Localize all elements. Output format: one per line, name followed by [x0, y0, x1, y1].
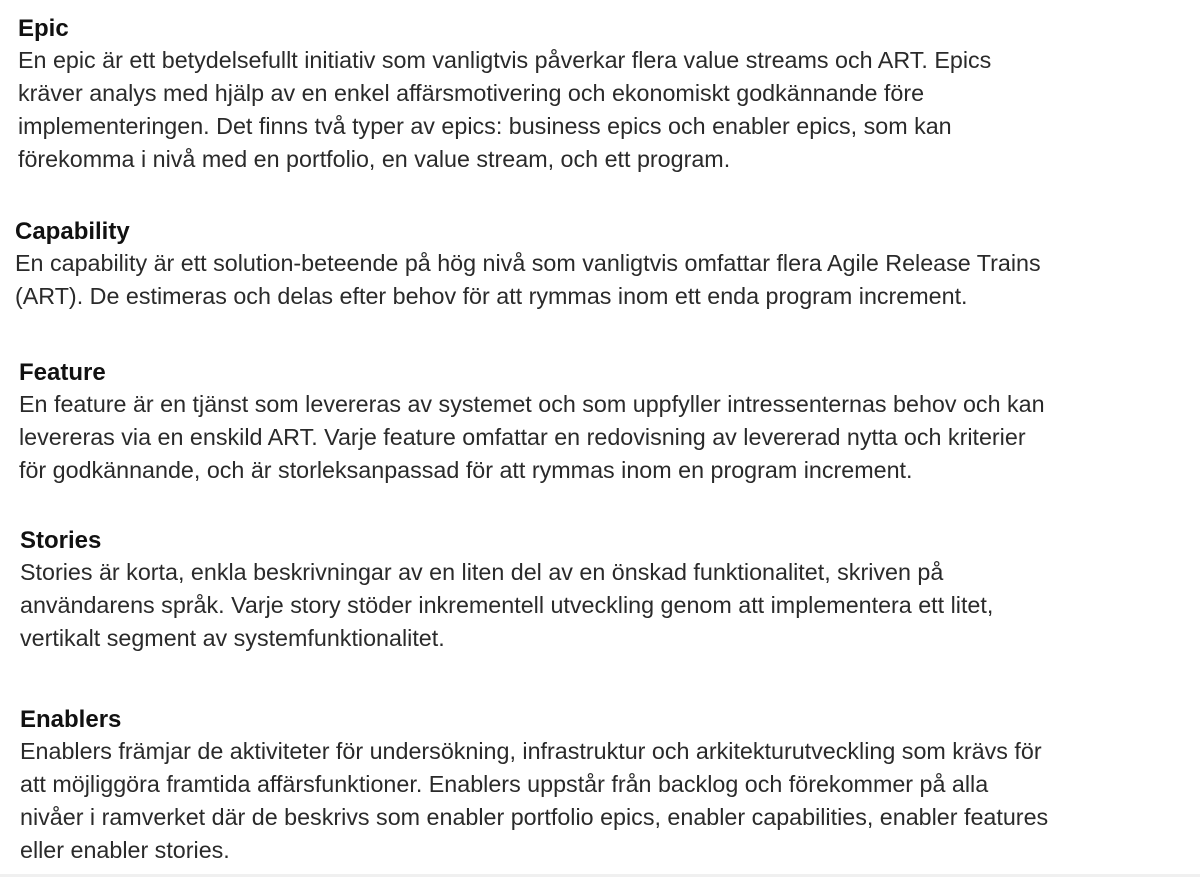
section-heading: Epic	[18, 15, 69, 42]
paragraph-line: levereras via en enskild ART. Varje feature omfattar en redovisning av levererad nytta och kriterier	[19, 424, 1026, 450]
paragraph-line: Stories är korta, enkla beskrivningar av en liten del av en önskad funktionalitet, skriven på	[20, 559, 944, 585]
section-heading: Capability	[15, 218, 130, 245]
paragraph-line: Enablers främjar de aktiviteter för undersökning, infrastruktur och arkitekturutveckling som krävs för	[20, 738, 1042, 764]
paragraph-line: eller enabler stories.	[20, 837, 230, 863]
paragraph-line: implementeringen. Det finns två typer av epics: business epics och enabler epics, som kan	[18, 113, 952, 139]
paragraph-line: nivåer i ramverket där de beskrivs som enabler portfolio epics, enabler capabilities, enabler features	[20, 804, 1049, 830]
section-stories	[20, 526, 993, 655]
section-heading: Feature	[19, 359, 106, 386]
paragraph-line: användarens språk. Varje story stöder inkrementell utveckling genom att implementera ett litet,	[20, 592, 994, 618]
paragraph-line: för godkännande, och är storleksanpassad för att rymmas inom en program increment.	[19, 457, 913, 483]
section-heading: Enablers	[20, 706, 122, 733]
section-epic	[18, 14, 991, 176]
section-capability	[15, 217, 1041, 313]
section-feature	[19, 358, 1045, 487]
paragraph-line: (ART). De estimeras och delas efter behov för att rymmas inom ett enda program increment.	[15, 283, 968, 309]
paragraph-line: att möjliggöra framtida affärsfunktioner. Enablers uppstår från backlog och förekommer på alla	[20, 771, 989, 797]
paragraph-line: En feature är en tjänst som levereras av systemet och som uppfyller intressenternas behov och kan	[19, 391, 1045, 417]
paragraph-line: vertikalt segment av systemfunktionalitet.	[20, 625, 445, 651]
section-enablers	[20, 705, 1048, 867]
paragraph-line: En epic är ett betydelsefullt initiativ som vanligtvis påverkar flera value streams och ART. Epics	[18, 47, 992, 73]
paragraph-line: En capability är ett solution-beteende på hög nivå som vanligtvis omfattar flera Agile Release Trains	[15, 250, 1041, 276]
section-heading: Stories	[20, 527, 102, 554]
paragraph-line: förekomma i nivå med en portfolio, en value stream, och ett program.	[18, 146, 731, 172]
paragraph-line: kräver analys med hjälp av en enkel affärsmotivering och ekonomiskt godkännande före	[18, 80, 925, 106]
